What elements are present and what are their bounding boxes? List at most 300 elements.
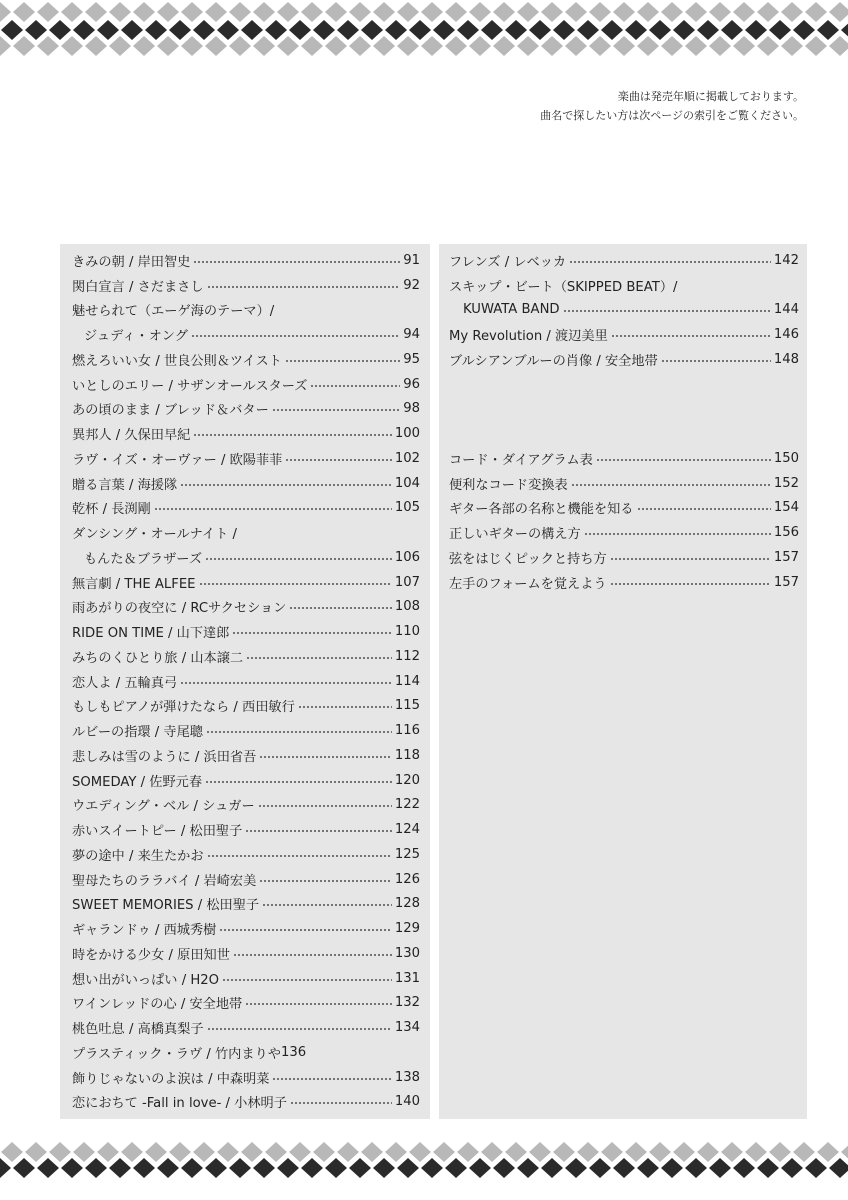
- dot-leader: [563, 310, 771, 312]
- diamond-shape: [793, 1142, 815, 1162]
- diamond-shape: [313, 1142, 335, 1162]
- toc-entry-title: あの頃のまま / ブレッド＆バター: [72, 403, 269, 419]
- dot-leader: [154, 508, 392, 510]
- toc-entry-page: 118: [394, 747, 420, 763]
- dot-leader: [207, 855, 392, 857]
- header-notes: [540, 87, 804, 125]
- diamond-shape: [589, 2, 611, 22]
- diamond-shape: [121, 1142, 143, 1162]
- toc-entry-title: コード・ダイアグラム表: [449, 452, 593, 468]
- diamond-shape: [733, 2, 755, 22]
- toc-entry: [439, 248, 807, 273]
- diamond-shape: [685, 36, 707, 56]
- diamond-shape: [325, 2, 347, 22]
- toc-entry: [60, 421, 430, 446]
- diamond-shape: [181, 1158, 203, 1178]
- diamond-shape: [673, 20, 695, 40]
- toc-entry: [60, 1090, 430, 1115]
- diamond-shape: [757, 2, 779, 22]
- diamond-shape: [649, 20, 671, 40]
- diamond-shape: [181, 36, 203, 56]
- diamond-shape: [829, 1158, 848, 1178]
- dot-leader: [569, 261, 771, 263]
- dot-leader: [610, 558, 771, 560]
- toc-entry-title: 無言劇 / THE ALFEE: [72, 576, 196, 592]
- toc-entry: [60, 694, 430, 719]
- diamond-shape: [565, 2, 587, 22]
- toc-entry-page: 110: [394, 624, 420, 640]
- diamond-shape: [841, 1142, 848, 1162]
- dot-leader: [298, 706, 392, 708]
- diamond-shape: [817, 1142, 839, 1162]
- toc-entry-title: ジュディ・オング: [84, 329, 188, 345]
- diamond-shape: [601, 20, 623, 40]
- diamond-shape: [589, 36, 611, 56]
- toc-entry: [60, 1015, 430, 1040]
- toc-entry: [60, 298, 430, 323]
- diamond-shape: [385, 20, 407, 40]
- diamond-shape: [349, 1158, 371, 1178]
- diamond-shape: [253, 2, 275, 22]
- toc-entry: [60, 322, 430, 347]
- diamond-shape: [493, 1158, 515, 1178]
- toc-entry: [60, 595, 430, 620]
- diamond-shape: [457, 1142, 479, 1162]
- toc-entry-page: 96: [403, 376, 420, 392]
- diamond-shape: [529, 1142, 551, 1162]
- toc-entry-page: 92: [403, 277, 420, 293]
- dot-leader: [289, 607, 391, 609]
- diamond-shape: [145, 1142, 167, 1162]
- toc-entry-page: 104: [394, 475, 420, 491]
- dot-leader: [199, 583, 392, 585]
- diamond-shape: [757, 1158, 779, 1178]
- toc-entry-page: 142: [773, 252, 799, 268]
- diamond-shape: [829, 2, 848, 22]
- diamond-shape: [265, 20, 287, 40]
- toc-entry-title: もしもピアノが弾けたなら / 西田敏行: [72, 700, 295, 716]
- dot-leader: [262, 904, 392, 906]
- toc-entry-page: 146: [773, 327, 799, 343]
- diamond-shape: [697, 20, 719, 40]
- diamond-shape: [61, 1158, 83, 1178]
- toc-entry-title: SWEET MEMORIES / 松田聖子: [72, 898, 260, 914]
- diamond-shape: [13, 1158, 35, 1178]
- diamond-shape: [277, 36, 299, 56]
- diamond-shape: [505, 20, 527, 40]
- diamond-shape: [193, 20, 215, 40]
- diamond-shape: [1, 1142, 23, 1162]
- diamond-shape: [229, 1158, 251, 1178]
- diamond-shape: [745, 1142, 767, 1162]
- dot-leader: [245, 830, 392, 832]
- toc-entry-title: 魅せられて（エーゲ海のテーマ）/: [72, 304, 275, 320]
- diamond-shape: [145, 20, 167, 40]
- diamond-shape: [637, 1158, 659, 1178]
- contents-panel-right: [439, 244, 807, 1119]
- toc-entry-page: 157: [773, 549, 799, 565]
- diamond-shape: [13, 2, 35, 22]
- toc-entry: [60, 520, 430, 545]
- diamond-shape: [733, 36, 755, 56]
- toc-entry: [60, 768, 430, 793]
- toc-entry: [60, 966, 430, 991]
- toc-entry-page: 124: [394, 822, 420, 838]
- toc-entry-title: 便利なコード変換表: [449, 477, 568, 493]
- diamond-shape: [289, 1142, 311, 1162]
- diamond-shape: [445, 1158, 467, 1178]
- diamond-pattern-bottom: [0, 1138, 848, 1198]
- toc-entry: [60, 867, 430, 892]
- diamond-shape: [721, 20, 743, 40]
- diamond-shape: [481, 1142, 503, 1162]
- diamond-shape: [205, 2, 227, 22]
- toc-entry: [60, 817, 430, 842]
- diamond-shape: [709, 2, 731, 22]
- toc-entry-title: もんた＆ブラザーズ: [84, 551, 203, 567]
- toc-entry-title: 桃色吐息 / 高橋真梨子: [72, 1022, 204, 1038]
- toc-entry: [60, 941, 430, 966]
- toc-entry-title: 赤いスイートピー / 松田聖子: [72, 824, 243, 840]
- toc-entry: [439, 496, 807, 521]
- toc-entry-page: 126: [394, 871, 420, 887]
- dot-leader: [259, 880, 392, 882]
- diamond-shape: [541, 1158, 563, 1178]
- diamond-shape: [349, 2, 371, 22]
- dot-leader: [205, 781, 392, 783]
- toc-entry-page: 129: [394, 921, 420, 937]
- toc-entry-page: 102: [394, 450, 420, 466]
- diamond-shape: [517, 2, 539, 22]
- diamond-shape: [769, 1142, 791, 1162]
- diamond-shape: [781, 1158, 803, 1178]
- diamond-shape: [121, 20, 143, 40]
- dot-leader: [272, 409, 400, 411]
- diamond-shape: [373, 36, 395, 56]
- diamond-shape: [541, 36, 563, 56]
- diamond-shape: [373, 2, 395, 22]
- diamond-shape: [577, 20, 599, 40]
- toc-entry-title: 恋におちて -Fall in love- / 小林明子: [72, 1096, 287, 1112]
- dot-leader: [285, 360, 400, 362]
- diamond-shape: [841, 20, 848, 40]
- dot-leader: [610, 583, 771, 585]
- diamond-shape: [133, 36, 155, 56]
- diamond-shape: [793, 20, 815, 40]
- diamond-shape: [157, 36, 179, 56]
- diamond-shape: [169, 20, 191, 40]
- toc-entry: [60, 916, 430, 941]
- diamond-shape: [49, 1142, 71, 1162]
- toc-entry-page: 115: [394, 698, 420, 714]
- header-note-order: 楽曲は発売年順に掲載しております。: [617, 90, 804, 103]
- toc-entry-title: ギャランドゥ / 西城秀樹: [72, 923, 217, 939]
- toc-entry-page: 95: [403, 351, 420, 367]
- diamond-shape: [97, 1142, 119, 1162]
- diamond-shape: [85, 1158, 107, 1178]
- diamond-shape: [457, 20, 479, 40]
- dot-leader: [611, 335, 771, 337]
- toc-entry-page: 114: [394, 673, 420, 689]
- diamond-shape: [337, 20, 359, 40]
- diamond-shape: [601, 1142, 623, 1162]
- dot-leader: [245, 1003, 392, 1005]
- diamond-shape: [1, 20, 23, 40]
- toc-entry-page: 120: [394, 772, 420, 788]
- toc-entry: [60, 991, 430, 1016]
- diamond-shape: [637, 2, 659, 22]
- toc-entry-page: 107: [394, 574, 420, 590]
- toc-entry-title: RIDE ON TIME / 山下達郎: [72, 626, 230, 642]
- toc-entry: [439, 471, 807, 496]
- toc-entry-page: 91: [403, 252, 420, 268]
- diamond-shape: [637, 36, 659, 56]
- contents-panel-left: [60, 244, 430, 1119]
- diamond-shape: [433, 1142, 455, 1162]
- dot-leader: [596, 459, 771, 461]
- toc-entry: [60, 446, 430, 471]
- diamond-shape: [277, 1158, 299, 1178]
- diamond-shape: [181, 2, 203, 22]
- diamond-shape: [73, 1142, 95, 1162]
- diamond-shape: [649, 1142, 671, 1162]
- toc-entry-title: ルビーの指環 / 寺尾聰: [72, 725, 203, 741]
- toc-entry-title: 弦をはじくピックと持ち方: [449, 551, 607, 567]
- toc-entry-page: 128: [394, 896, 420, 912]
- dot-leader: [272, 1078, 391, 1080]
- toc-entry-title: 贈る言葉 / 海援隊: [72, 477, 178, 493]
- diamond-shape: [769, 20, 791, 40]
- diamond-shape: [421, 36, 443, 56]
- dot-leader: [207, 1028, 392, 1030]
- diamond-shape: [37, 2, 59, 22]
- diamond-shape: [433, 20, 455, 40]
- diamond-shape: [781, 36, 803, 56]
- toc-entry-page: 130: [394, 945, 420, 961]
- diamond-shape: [205, 36, 227, 56]
- diamond-shape: [133, 2, 155, 22]
- toc-entry-title: 時をかける少女 / 原田知世: [72, 947, 230, 963]
- toc-entry-title: ブルシアンブルーの肖像 / 安全地帯: [449, 353, 658, 369]
- dot-leader: [637, 508, 771, 510]
- song-list-left: [60, 248, 430, 1114]
- toc-entry-title: SOMEDAY / 佐野元春: [72, 774, 203, 790]
- toc-entry-page: 152: [773, 475, 799, 491]
- dot-leader: [193, 434, 392, 436]
- diamond-shape: [805, 36, 827, 56]
- dot-leader: [285, 459, 391, 461]
- toc-entry-page: 105: [394, 500, 420, 516]
- diamond-shape: [781, 2, 803, 22]
- toc-entry: [439, 446, 807, 471]
- diamond-shape: [13, 36, 35, 56]
- diamond-shape: [313, 20, 335, 40]
- diamond-shape: [325, 1158, 347, 1178]
- diamond-shape: [109, 36, 131, 56]
- diamond-shape: [745, 20, 767, 40]
- toc-entry: [439, 273, 807, 298]
- toc-entry: [439, 545, 807, 570]
- toc-entry-page: 131: [394, 970, 420, 986]
- diamond-shape: [469, 1158, 491, 1178]
- diamond-shape: [805, 2, 827, 22]
- diamond-shape: [409, 1142, 431, 1162]
- toc-entry: [60, 644, 430, 669]
- diamond-shape: [673, 1142, 695, 1162]
- dot-leader: [584, 533, 771, 535]
- toc-entry-title: ワインレッドの心 / 安全地帯: [72, 997, 243, 1013]
- toc-entry-page: 150: [773, 450, 799, 466]
- diamond-shape: [0, 36, 11, 56]
- toc-entry: [60, 496, 430, 521]
- diamond-shape: [109, 2, 131, 22]
- dot-leader: [193, 261, 400, 263]
- diamond-shape: [421, 2, 443, 22]
- toc-entry-title: 異邦人 / 久保田早紀: [72, 428, 191, 444]
- toc-entry-title: 雨あがりの夜空に / RCサクセション: [72, 601, 287, 617]
- toc-entry-title: 左手のフォームを覚えよう: [449, 576, 607, 592]
- toc-entry-page: 106: [394, 549, 420, 565]
- diamond-shape: [625, 20, 647, 40]
- diamond-shape: [421, 1158, 443, 1178]
- toc-entry: [60, 892, 430, 917]
- diamond-shape: [361, 1142, 383, 1162]
- diamond-shape: [529, 20, 551, 40]
- toc-entry: [439, 520, 807, 545]
- diamond-shape: [373, 1158, 395, 1178]
- diamond-shape: [289, 20, 311, 40]
- toc-entry: [60, 372, 430, 397]
- dot-leader: [259, 756, 392, 758]
- toc-entry-title: いとしのエリー / サザンオールスターズ: [72, 378, 308, 394]
- diamond-shape: [445, 2, 467, 22]
- diamond-shape: [565, 1158, 587, 1178]
- diamond-shape: [241, 1142, 263, 1162]
- toc-entry-page: 154: [773, 500, 799, 516]
- diamond-shape: [493, 36, 515, 56]
- toc-entry: [60, 397, 430, 422]
- toc-entry: [60, 669, 430, 694]
- diamond-shape: [577, 1142, 599, 1162]
- diamond-shape: [301, 1158, 323, 1178]
- dot-leader: [290, 1102, 392, 1104]
- diamond-shape: [85, 2, 107, 22]
- diamond-shape: [685, 2, 707, 22]
- header-note-index: 曲名で探したい方は次ページの索引をご覧ください。: [540, 109, 804, 122]
- toc-entry-page: 134: [394, 1020, 420, 1036]
- diamond-shape: [685, 1158, 707, 1178]
- dot-leader: [232, 632, 391, 634]
- dot-leader: [222, 979, 392, 981]
- diamond-shape: [85, 36, 107, 56]
- diamond-shape: [397, 2, 419, 22]
- diamond-shape: [385, 1142, 407, 1162]
- diamond-shape: [661, 2, 683, 22]
- toc-entry: [60, 545, 430, 570]
- diamond-shape: [505, 1142, 527, 1162]
- diamond-shape: [337, 1142, 359, 1162]
- toc-entry-title: 想い出がいっぱい / H2O: [72, 972, 220, 988]
- diamond-shape: [37, 36, 59, 56]
- diamond-shape: [25, 20, 47, 40]
- toc-entry: [60, 743, 430, 768]
- diamond-shape: [301, 36, 323, 56]
- dot-leader: [246, 657, 392, 659]
- diamond-shape: [817, 20, 839, 40]
- diamond-shape: [361, 20, 383, 40]
- dot-leader: [180, 484, 392, 486]
- dot-leader: [191, 335, 400, 337]
- diamond-shape: [217, 20, 239, 40]
- diamond-shape: [733, 1158, 755, 1178]
- diamond-shape: [217, 1142, 239, 1162]
- song-list-right: [439, 248, 807, 372]
- toc-entry: [60, 793, 430, 818]
- diamond-shape: [709, 1158, 731, 1178]
- diamond-shape: [805, 1158, 827, 1178]
- diamond-shape: [469, 2, 491, 22]
- toc-entry: [439, 347, 807, 372]
- diamond-shape: [697, 1142, 719, 1162]
- diamond-shape: [661, 1158, 683, 1178]
- diamond-shape: [493, 2, 515, 22]
- toc-entry: [60, 570, 430, 595]
- diamond-shape: [241, 20, 263, 40]
- diamond-shape: [97, 20, 119, 40]
- toc-entry: [439, 570, 807, 595]
- toc-entry-page: 100: [394, 426, 420, 442]
- diamond-shape: [277, 2, 299, 22]
- dot-leader: [205, 558, 392, 560]
- diamond-shape: [229, 36, 251, 56]
- diamond-shape: [541, 2, 563, 22]
- dot-leader: [258, 805, 392, 807]
- guide-list-right: [439, 446, 807, 595]
- toc-entry-page: 116: [394, 723, 420, 739]
- diamond-shape: [25, 1142, 47, 1162]
- toc-entry-title: 燃えろいい女 / 世良公則＆ツイスト: [72, 353, 282, 369]
- bottom-diamond-border: [0, 1138, 848, 1198]
- diamond-shape: [193, 1142, 215, 1162]
- toc-entry: [60, 842, 430, 867]
- toc-entry-page: 136: [280, 1044, 307, 1060]
- toc-entry-page: 156: [773, 525, 799, 541]
- diamond-shape: [517, 1158, 539, 1178]
- diamond-shape: [625, 1142, 647, 1162]
- diamond-shape: [169, 1142, 191, 1162]
- toc-entry-title: きみの朝 / 岸田智史: [72, 254, 191, 270]
- toc-entry-title: KUWATA BAND: [463, 302, 560, 318]
- toc-entry-page: 132: [394, 995, 420, 1011]
- diamond-shape: [613, 36, 635, 56]
- dot-leader: [207, 286, 401, 288]
- toc-entry-title: 関白宣言 / さだまさし: [72, 279, 204, 295]
- toc-entry-page: 140: [394, 1094, 420, 1110]
- diamond-shape: [613, 2, 635, 22]
- diamond-shape: [61, 2, 83, 22]
- toc-entry-page: 112: [394, 648, 420, 664]
- toc-entry-page: 125: [394, 846, 420, 862]
- toc-entry: [60, 718, 430, 743]
- toc-entry: [60, 347, 430, 372]
- toc-entry-title: プラスティック・ラヴ / 竹内まりや: [72, 1046, 281, 1062]
- diamond-shape: [0, 2, 11, 22]
- toc-entry-title: My Revolution / 渡辺美里: [449, 329, 608, 345]
- dot-leader: [233, 954, 392, 956]
- diamond-shape: [553, 1142, 575, 1162]
- top-diamond-border: [0, 0, 848, 60]
- diamond-shape: [409, 20, 431, 40]
